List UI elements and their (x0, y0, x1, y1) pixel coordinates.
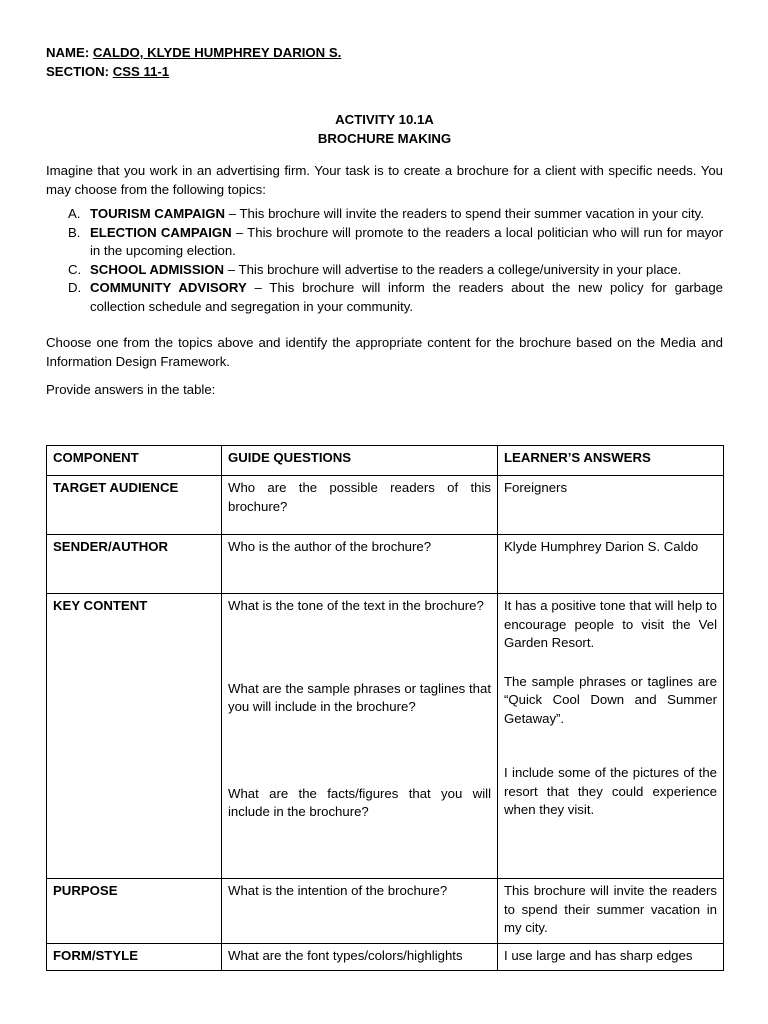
component-cell: PURPOSE (47, 879, 222, 944)
question-cell: Who are the possible readers of this brochure? (222, 476, 498, 535)
section-line: SECTION: CSS 11-1 (46, 63, 170, 79)
table-row (47, 476, 724, 535)
answer-cell: This brochure will invite the readers to spend their summer vacation in my city. (498, 879, 724, 944)
answer-cell (498, 594, 724, 879)
answer-cell: I use large and has sharp edges (498, 944, 724, 971)
name-line: NAME: CALDO, KLYDE HUMPHREY DARION S. (46, 45, 342, 60)
question-cell: Who is the author of the brochure? (222, 535, 498, 594)
table-header-row (47, 446, 724, 476)
answer-cell: Klyde Humphrey Darion S. Caldo (498, 535, 724, 594)
guide-question: What are the facts/figures that you will include in the brochure? (228, 785, 491, 819)
question-cell (222, 594, 498, 879)
list-item: C. SCHOOL ADMISSION – This brochure will advertise to the readers a college/university in your place. (68, 261, 682, 277)
table-row (47, 944, 724, 971)
student-section: CSS 11-1 (112, 63, 170, 79)
learner-answer: The sample phrases or taglines are “Quick Cool Down and Summer Getaway”. (504, 673, 717, 726)
component-cell: KEY CONTENT (47, 594, 222, 879)
table-row (47, 535, 724, 594)
activity-title: ACTIVITY 10.1A BROCHURE MAKING (317, 112, 452, 146)
column-header: COMPONENT (47, 446, 222, 476)
question-cell: What are the font types/colors/highlights (222, 944, 498, 971)
topic-list (46, 205, 723, 316)
document-page (46, 44, 724, 963)
table-instruction: Provide answers in the table: (46, 382, 216, 397)
list-item: D. COMMUNITY ADVISORY – This brochure will inform the readers about the new policy for garbage collection schedule and segregation in your community. (68, 280, 724, 314)
component-cell: TARGET AUDIENCE (47, 476, 222, 535)
component-cell: SENDER/AUTHOR (47, 535, 222, 594)
column-header: LEARNER’S ANSWERS (498, 446, 724, 476)
instruction-paragraph: Choose one from the topics above and identify the appropriate content for the brochure based on the Media and Information Design Framework. (46, 335, 723, 369)
student-name: CALDO, KLYDE HUMPHREY DARION S. (92, 45, 342, 60)
table-row (47, 594, 724, 879)
list-item: B. ELECTION CAMPAIGN – This brochure will promote to the readers a local politician who will run for mayor in the upcoming election. (68, 224, 723, 258)
intro-paragraph: Imagine that you work in an advertising firm. Your task is to create a brochure for a client with specific needs. You may choose from the following topics: (46, 163, 723, 197)
learner-answer: I include some of the pictures of the resort that they could experience when they visit. (504, 765, 717, 817)
list-item: A. TOURISM CAMPAIGN – This brochure will invite the readers to spend their summer vacation in your city. (68, 206, 704, 221)
guide-question: What are the sample phrases or taglines that you will include in the brochure? (228, 680, 491, 714)
column-header: GUIDE QUESTIONS (222, 446, 498, 476)
table-row (47, 879, 724, 944)
component-cell: FORM/STYLE (47, 944, 222, 971)
answer-cell: Foreigners (498, 476, 724, 535)
answer-table (46, 445, 724, 971)
learner-answer: It has a positive tone that will help to encourage people to visit the Vel Garden Resort. (504, 598, 717, 650)
guide-question: What is the tone of the text in the brochure? (228, 598, 484, 613)
question-cell: What is the intention of the brochure? (222, 879, 498, 944)
